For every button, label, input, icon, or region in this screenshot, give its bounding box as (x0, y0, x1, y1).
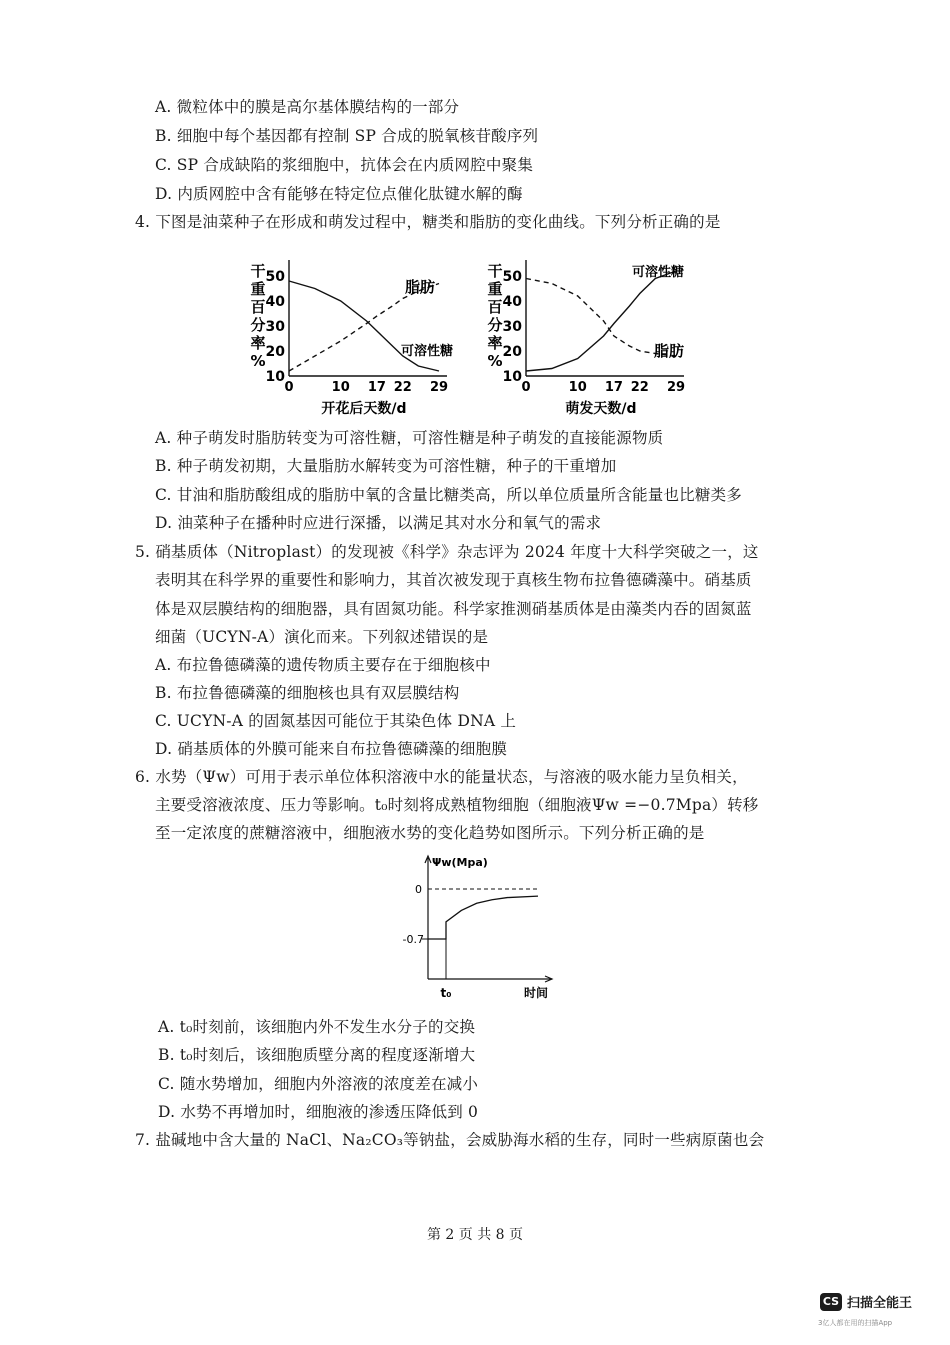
q6-stem-line-1: 6. 水势（Ψw）可用于表示单位体积溶液中水的能量状态，与溶液的吸水能力呈负相关， (135, 768, 748, 786)
q6-option-a: A. t₀时刻前，该细胞内外不发生水分子的交换 (158, 1018, 476, 1036)
x-tick-label: 0 (521, 380, 531, 395)
q5-stem-line-4: 细菌（UCYN-A）演化而来。下列叙述错误的是 (155, 628, 489, 646)
x-tick-label: 10 (568, 380, 587, 395)
x-tick-label: t₀ (440, 986, 452, 1000)
q4-stem: 4. 下图是油菜种子在形成和萌发过程中，糖类和脂肪的变化曲线。下列分析正确的是 (135, 213, 721, 231)
y-tick-label: 30 (265, 319, 285, 335)
x-tick-label: 17 (604, 380, 623, 395)
prev-option-d: D. 内质网腔中含有能够在特定位点催化肽键水解的酶 (155, 185, 523, 203)
chart-water-potential (390, 853, 565, 1003)
y-tick-label: -0.7 (402, 933, 424, 946)
prev-option-a: A. 微粒体中的膜是高尔基体膜结构的一部分 (155, 98, 460, 116)
series-label-0: 脂肪 (405, 278, 436, 296)
y-tick-label: 50 (502, 269, 522, 285)
y-tick-label: 40 (502, 294, 522, 310)
x-tick-label: 22 (630, 380, 649, 395)
q7-stem: 7. 盐碱地中含大量的 NaCl、Na₂CO₃等钠盐，会威胁海水稻的生存，同时一些病原菌也会 (135, 1131, 765, 1149)
scanner-app-name: 扫描全能王 (847, 1296, 913, 1311)
q5-option-c: C. UCYN-A 的固氮基因可能位于其染色体 DNA 上 (155, 712, 517, 730)
y-tick-label: 50 (265, 269, 285, 285)
q5-option-b: B. 布拉鲁德磷藻的细胞核也具有双层膜结构 (155, 684, 460, 702)
chart-seed-formation (245, 250, 460, 420)
scanner-logo-icon: CS (820, 1293, 842, 1311)
y-axis-label-char: 重 (250, 280, 266, 298)
page-number: 第 2 页 共 8 页 (426, 1227, 524, 1243)
prev-option-b: B. 细胞中每个基因都有控制 SP 合成的脱氧核苷酸序列 (155, 127, 539, 145)
x-tick-label: 10 (331, 380, 350, 395)
q4-option-b: B. 种子萌发初期，大量脂肪水解转变为可溶性糖，种子的干重增加 (155, 457, 617, 475)
y-tick-label: 20 (265, 344, 285, 360)
y-axis-label-char: 分 (487, 316, 503, 334)
y-axis-label: Ψw(Mpa) (432, 856, 488, 869)
y-axis-label-char: 率 (487, 334, 503, 352)
q5-option-a: A. 布拉鲁德磷藻的遗传物质主要存在于细胞核中 (155, 656, 491, 674)
x-tick-label: 17 (367, 380, 386, 395)
y-tick-label: 30 (502, 319, 522, 335)
q6-option-d: D. 水势不再增加时，细胞液的渗透压降低到 0 (158, 1103, 479, 1121)
y-axis-label-char: 干 (250, 262, 266, 280)
x-tick-label: 29 (666, 380, 686, 395)
q5-stem-line-1: 5. 硝基质体（Nitroplast）的发现被《科学》杂志评为 2024 年度十大科学突破之一，这 (135, 543, 759, 561)
y-axis-label-char: 百 (250, 298, 266, 316)
prev-option-c: C. SP 合成缺陷的浆细胞中，抗体会在内质网腔中聚集 (155, 156, 534, 174)
q4-option-a: A. 种子萌发时脂肪转变为可溶性糖，可溶性糖是种子萌发的直接能源物质 (155, 429, 664, 447)
q6-option-c: C. 随水势增加，细胞内外溶液的浓度差在减小 (158, 1075, 479, 1093)
scanner-watermark (820, 1292, 912, 1311)
chart-seed-germination (482, 250, 702, 420)
y-axis-label-char: 百 (487, 298, 503, 316)
x-axis-label: 萌发天数/d (565, 401, 637, 417)
y-axis-label-char: 分 (250, 316, 266, 334)
y-tick-label: 0 (415, 883, 422, 896)
series-label-1: 可溶性糖 (401, 344, 454, 359)
y-tick-label: 40 (265, 294, 285, 310)
x-tick-label: 29 (429, 380, 449, 395)
q6-stem-line-3: 至一定浓度的蔗糖溶液中，细胞液水势的变化趋势如图所示。下列分析正确的是 (155, 824, 705, 842)
series-label-1: 脂肪 (654, 342, 685, 360)
y-axis-label-char: % (250, 352, 266, 370)
y-axis-label-char: 重 (487, 280, 503, 298)
y-axis-label-char: 率 (250, 334, 266, 352)
x-tick-label: 22 (393, 380, 412, 395)
series-line-cell-sap (428, 896, 538, 939)
q5-option-d: D. 硝基质体的外膜可能来自布拉鲁德磷藻的细胞膜 (155, 740, 508, 758)
q5-stem-line-2: 表明其在科学界的重要性和影响力，其首次被发现于真核生物布拉鲁德磷藻中。硝基质 (155, 571, 752, 589)
y-tick-label: 10 (502, 369, 522, 385)
y-axis-label-char: 干 (487, 262, 503, 280)
q5-stem-line-3: 体是双层膜结构的细胞器，具有固氮功能。科学家推测硝基质体是由藻类内吞的固氮蓝 (155, 600, 752, 618)
q4-option-c: C. 甘油和脂肪酸组成的脂肪中氧的含量比糖类高，所以单位质量所含能量也比糖类多 (155, 486, 742, 504)
scanner-tagline: 3亿人都在用的扫描App (818, 1319, 893, 1327)
q6-stem-line-2: 主要受溶液浓度、压力等影响。t₀时刻将成熟植物细胞（细胞液Ψw =−0.7Mpa）转移 (155, 796, 759, 814)
q6-option-b: B. t₀时刻后，该细胞质壁分离的程度逐渐增大 (158, 1046, 476, 1064)
y-tick-label: 10 (265, 369, 285, 385)
y-axis-label-char: % (487, 352, 503, 370)
series-label-0: 可溶性糖 (632, 265, 685, 280)
y-tick-label: 20 (502, 344, 522, 360)
x-axis-label: 时间 (523, 986, 549, 1000)
x-tick-label: 0 (284, 380, 294, 395)
x-axis-label: 开花后天数/d (321, 401, 407, 417)
q4-option-d: D. 油菜种子在播种时应进行深播，以满足其对水分和氧气的需求 (155, 514, 602, 532)
